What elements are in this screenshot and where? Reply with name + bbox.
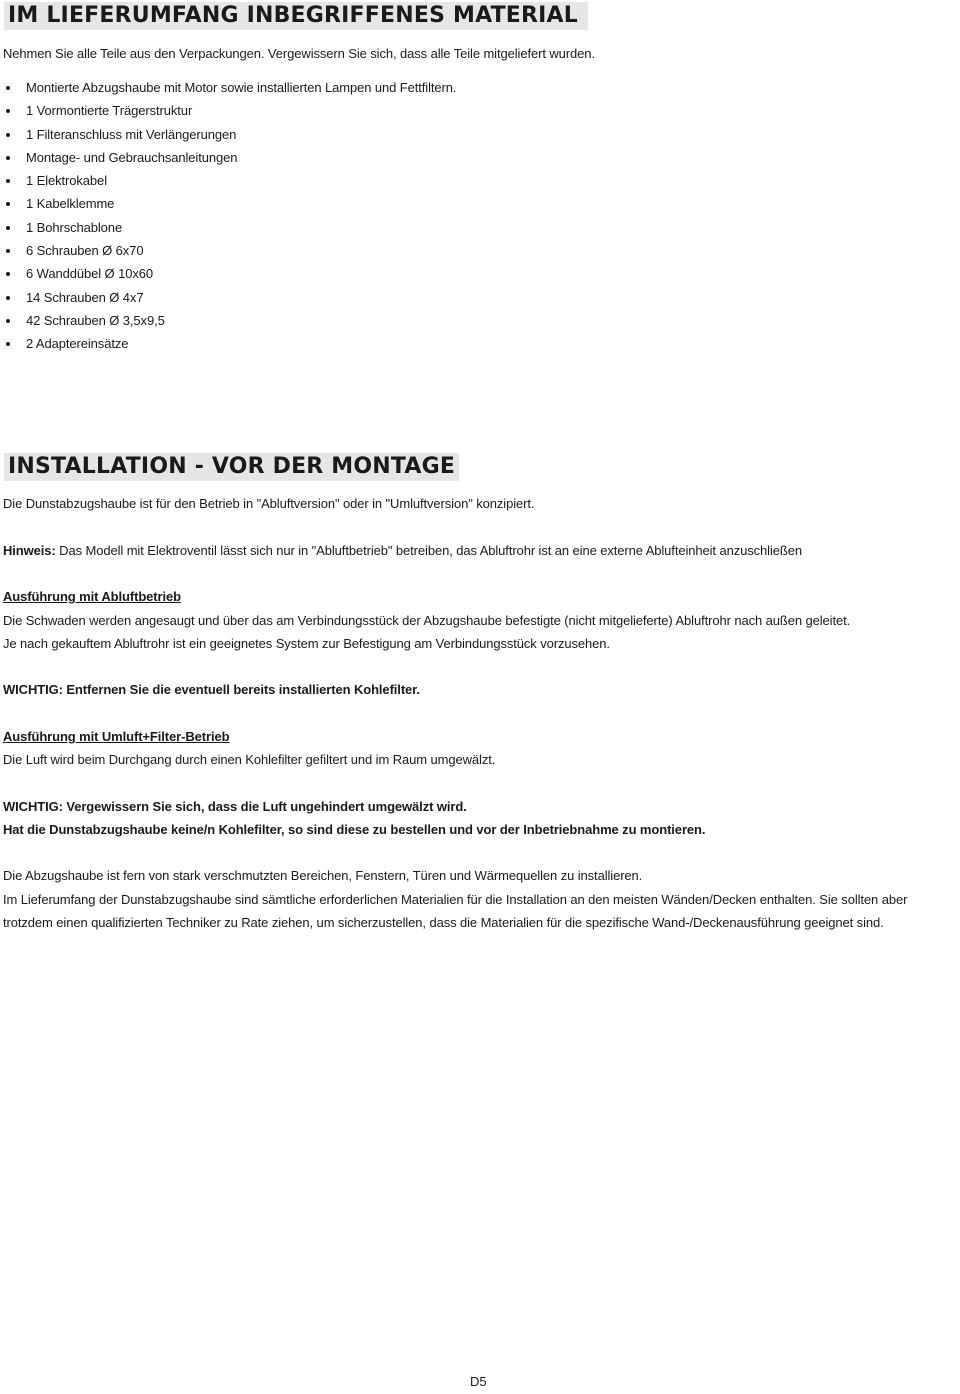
list-item: 1 Kabelklemme [0, 192, 456, 215]
section-heading-installation: INSTALLATION - VOR DER MONTAGE [4, 453, 459, 481]
bullet-icon [6, 109, 10, 113]
exhaust-mode-text-1: Die Schwaden werden angesaugt und über das am Verbindungsstück der Abzugshaube befestigte (nicht mitgelieferte) Abluftrohr nach außen geleitet. [3, 613, 851, 628]
bullet-icon [6, 272, 10, 276]
note-text: Das Modell mit Elektroventil lässt sich nur in "Abluftbetrieb" betreiben, das Abluftrohr ist an eine externe Ablufteinheit anzuschließen [55, 543, 802, 558]
list-item: 6 Schrauben Ø 6x70 [0, 239, 456, 262]
bullet-icon [6, 249, 10, 253]
bullet-icon [6, 319, 10, 323]
list-item: 6 Wanddübel Ø 10x60 [0, 262, 456, 285]
list-item: 1 Bohrschablone [0, 216, 456, 239]
exhaust-mode-heading: Ausführung mit Abluftbetrieb [3, 589, 181, 604]
page-number: D5 [470, 1374, 487, 1389]
bullet-icon [6, 179, 10, 183]
warning-air-circulation: WICHTIG: Vergewissern Sie sich, dass die Luft ungehindert umgewälzt wird. [3, 799, 467, 814]
list-item: 1 Filteranschluss mit Verlängerungen [0, 123, 456, 146]
intro-text: Nehmen Sie alle Teile aus den Verpackungen. Vergewissern Sie sich, dass alle Teile mitgeliefert wurden. [3, 46, 595, 61]
warning-remove-filters: WICHTIG: Entfernen Sie die eventuell bereits installierten Kohlefilter. [3, 682, 420, 697]
installation-materials-text-2: trotzdem einen qualifizierten Techniker zu Rate ziehen, um sicherzustellen, dass die Materialien für die spezifische Wand-/Deckenausführung geeignet sind. [3, 915, 884, 930]
installation-intro: Die Dunstabzugshaube ist für den Betrieb in "Abluftversion" oder in "Umluftversion" konzipiert. [3, 496, 535, 511]
note-label: Hinweis: [3, 543, 56, 558]
bullet-icon [6, 342, 10, 346]
note-paragraph [3, 539, 802, 562]
recirculation-mode-text: Die Luft wird beim Durchgang durch einen Kohlefilter gefiltert und im Raum umgewälzt. [3, 752, 496, 767]
installation-location-text: Die Abzugshaube ist fern von stark verschmutzten Bereichen, Fenstern, Türen und Wärmequellen zu installieren. [3, 868, 643, 883]
list-item: 42 Schrauben Ø 3,5x9,5 [0, 309, 456, 332]
list-item: 1 Elektrokabel [0, 169, 456, 192]
list-item: Montierte Abzugshaube mit Motor sowie installierten Lampen und Fettfiltern. [0, 76, 456, 99]
list-item: 1 Vormontierte Trägerstruktur [0, 99, 456, 122]
warning-order-filters: Hat die Dunstabzugshaube keine/n Kohlefilter, so sind diese zu bestellen und vor der Inbetriebnahme zu montieren. [3, 822, 706, 837]
list-item: 2 Adaptereinsätze [0, 332, 456, 355]
section-heading-included-material: IM LIEFERUMFANG INBEGRIFFENES MATERIAL [4, 2, 588, 30]
bullet-icon [6, 296, 10, 300]
bullet-icon [6, 202, 10, 206]
recirculation-mode-heading: Ausführung mit Umluft+Filter-Betrieb [3, 729, 230, 744]
exhaust-mode-text-2: Je nach gekauftem Abluftrohr ist ein geeignetes System zur Befestigung am Verbindungsstück vorzusehen. [3, 636, 610, 651]
bullet-icon [6, 156, 10, 160]
list-item: Montage- und Gebrauchsanleitungen [0, 146, 456, 169]
bullet-icon [6, 133, 10, 137]
bullet-icon [6, 86, 10, 90]
included-parts-list [0, 76, 456, 356]
list-item: 14 Schrauben Ø 4x7 [0, 286, 456, 309]
installation-materials-text-1: Im Lieferumfang der Dunstabzugshaube sind sämtliche erforderlichen Materialien für die Installation an den meisten Wänden/Decken enthalten. Sie sollten aber [3, 892, 908, 907]
bullet-icon [6, 226, 10, 230]
